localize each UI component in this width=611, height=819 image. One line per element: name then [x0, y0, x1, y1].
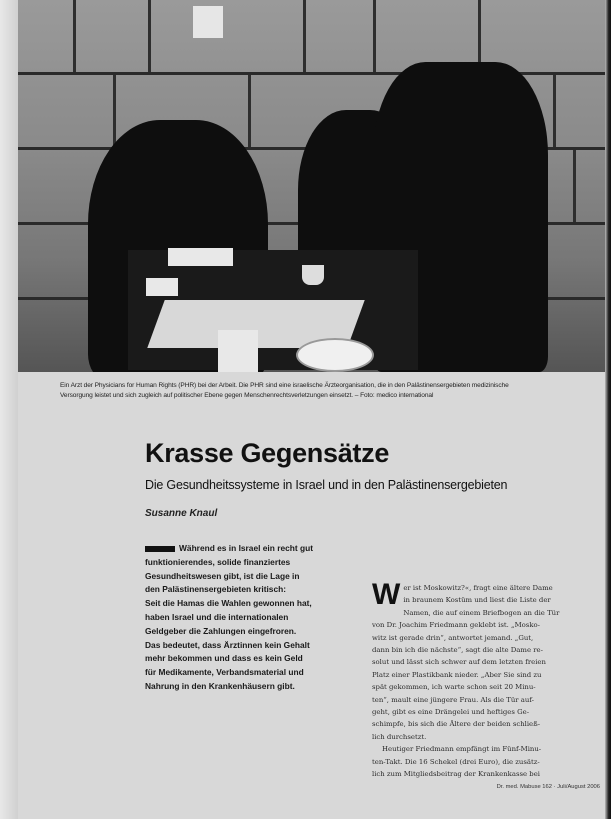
article-subtitle: Die Gesundheitssysteme in Israel und in den Palästinensergebieten: [145, 478, 508, 492]
body-line: spät gekommen, ich warte schon seit 20 Minu-: [372, 683, 536, 692]
body-line: Heutiger Friedmann empfängt im Fünf-Minu-: [382, 745, 542, 754]
photo-brick-seam: [148, 0, 151, 72]
lead-line: Seit die Hamas die Wahlen gewonnen hat,: [145, 598, 312, 609]
lead-line: den Palästinensergebieten kritisch:: [145, 584, 287, 595]
body-line: in braunem Kostüm und liest die Liste der: [403, 596, 551, 605]
lead-bar-marker: [145, 546, 175, 552]
photo-brick-seam: [553, 75, 556, 147]
body-line: Platz einer Plastikbank nieder. „Aber Sie sind zu: [372, 670, 542, 679]
photo-brick-seam: [73, 0, 76, 72]
photo-brick-seam: [248, 75, 251, 147]
lead-line: Das bedeutet, dass Ärztinnen kein Gehalt: [145, 639, 310, 650]
photo-plate: [296, 338, 374, 372]
lead-line: mehr bekommen und dass es kein Geld: [145, 653, 303, 664]
lead-line: Geldgeber die Zahlungen eingefroren.: [145, 625, 297, 636]
body-line: lich zum Mitgliedsbeitrag der Krankenkasse bei: [372, 770, 540, 779]
body-line: schimpfe, bis sich die Ältere der beiden schließ-: [372, 720, 541, 729]
photo-caption: [60, 381, 605, 401]
photo-cup: [302, 265, 324, 285]
scan-left-edge: [0, 0, 18, 819]
photo-napkin: [168, 248, 233, 266]
lead-line: Während es in Israel ein recht gut: [145, 542, 360, 556]
photo-brick-seam: [373, 0, 376, 72]
body-line: geht, gibt es eine Drängelei und heftiges Ge-: [372, 708, 530, 717]
lead-line: Gesundheitswesen gibt, ist die Lage in: [145, 570, 300, 581]
photo-napkin: [146, 278, 178, 296]
body-line: solut und lässt sich schwer auf dem letzten freien: [372, 658, 546, 667]
body-line: lich durchsetzt.: [372, 732, 427, 741]
photo-brick-seam: [113, 75, 116, 147]
article-title: Krasse Gegensätze: [145, 438, 390, 468]
drop-cap: W: [372, 578, 401, 611]
body-line: Namen, die auf einem Briefbogen an die Tür: [403, 608, 560, 617]
article-lead: [145, 542, 360, 694]
caption-line-2: Versorgung leistet und sich zugleich auf politischer Ebene gegen Menschenrechtsverletzungen einsetzt. – Foto: medico international: [60, 392, 434, 399]
article-photo: [18, 0, 606, 372]
article-author: Susanne Knaul: [145, 508, 218, 519]
body-line: dann bin ich die nächste“, sagt die alte Dame re-: [372, 646, 543, 655]
scan-right-edge: [605, 0, 611, 819]
lead-line: funktionierendes, solide finanziertes: [145, 556, 291, 567]
body-line: ten-Takt. Die 16 Schekel (drei Euro), die zusätz-: [372, 757, 540, 766]
photo-glass: [218, 330, 258, 372]
page-footer: Dr. med. Mabuse 162 · Juli/August 2006: [496, 784, 600, 790]
body-line: von Dr. Joachim Friedmann geklebt ist. „Mosko-: [372, 621, 540, 630]
lead-line: haben Israel und die internationalen: [145, 611, 289, 622]
photo-paper-note: [193, 6, 223, 38]
body-line: ten“, mault eine jüngere Frau. Als die Tür auf-: [372, 695, 534, 704]
body-line: witz ist gerade drin“, antwortet jemand. „Gut,: [372, 633, 534, 642]
lead-line: Nahrung in den Krankenhäusern gibt.: [145, 680, 295, 691]
article-body: [372, 578, 598, 781]
lead-line: für Medikamente, Verbandsmaterial und: [145, 667, 304, 678]
photo-brick-seam: [573, 150, 576, 222]
photo-brick-seam: [303, 0, 306, 72]
body-line: er ist Moskowitz?«, fragt eine ältere Dame: [403, 584, 553, 592]
caption-line-1: Ein Arzt der Physicians for Human Rights (PHR) bei der Arbeit. Die PHR sind eine israelische Ärzteorganisation, die in den Palästinensergebieten medizinische: [60, 382, 509, 389]
